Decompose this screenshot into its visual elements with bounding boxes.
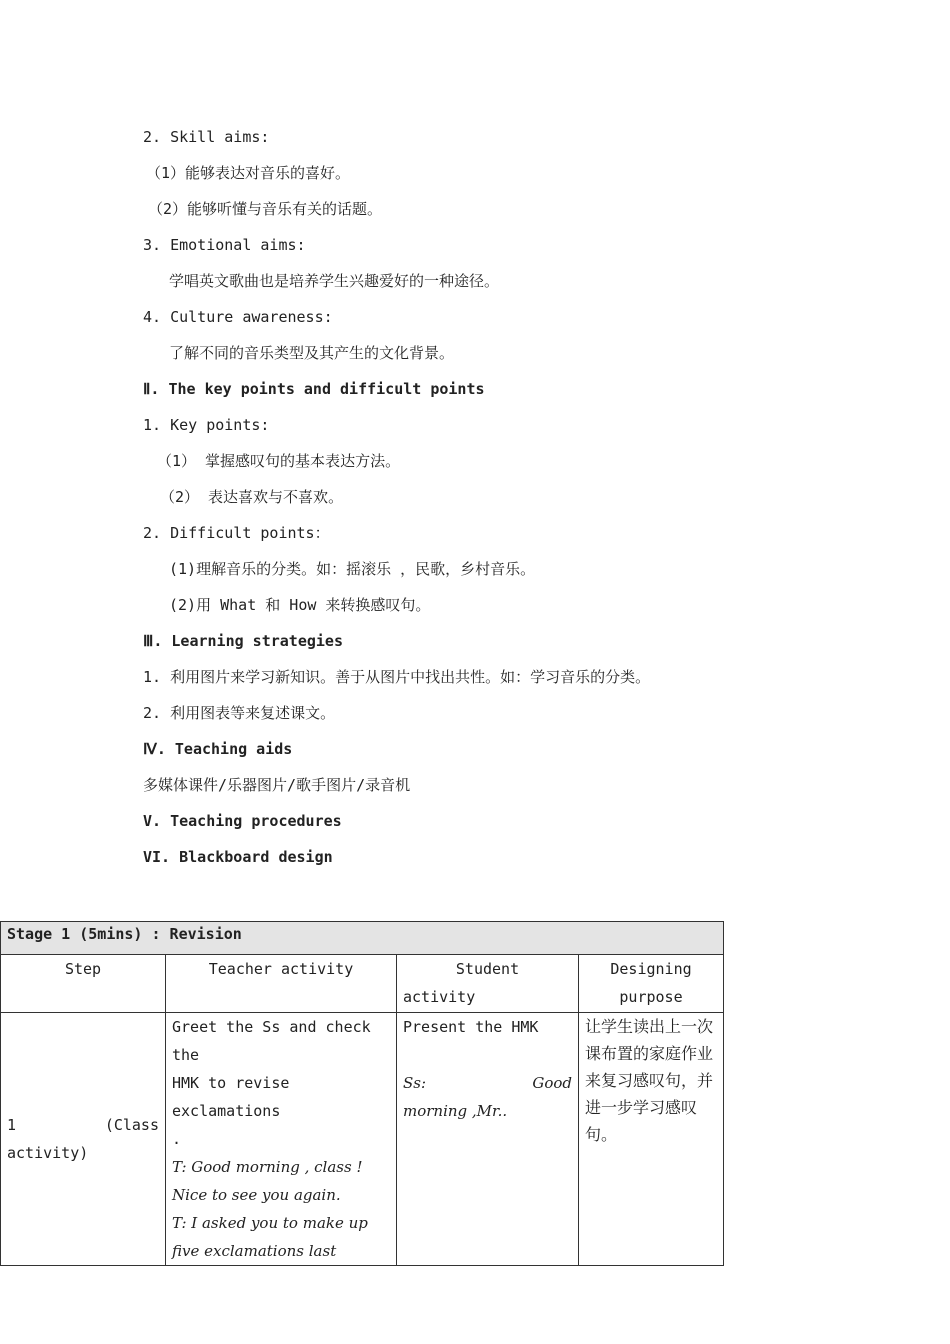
purpose-line: 来复习感叹句，并 — [585, 1071, 714, 1090]
purpose-line: 课布置的家庭作业 — [585, 1044, 714, 1063]
teacher-line: Greet the Ss and check the — [172, 1018, 371, 1064]
step-type-start: (Class — [104, 1116, 159, 1134]
purpose-line: 让学生读出上一次 — [585, 1017, 714, 1036]
teacher-activity-cell — [166, 1013, 397, 1266]
header-purpose-line1: Designing — [610, 960, 692, 978]
strategy-2: 2. 利用图表等来复述课文。 — [143, 704, 336, 722]
strategy-1: 1. 利用图片来学习新知识。善于从图片中找出共性。如：学习音乐的分类。 — [143, 668, 651, 686]
header-step — [1, 955, 166, 1013]
student-greeting-start: Good — [532, 1074, 572, 1092]
purpose-line: 句。 — [585, 1125, 618, 1144]
header-student-line1: Student — [455, 960, 520, 978]
key-point-1: （1） 掌握感叹句的基本表达方法。 — [157, 452, 401, 470]
teacher-line: Nice to see you again. — [172, 1186, 341, 1204]
table-header-row — [1, 955, 724, 1013]
culture-awareness-heading: 4. Culture awareness: — [143, 308, 333, 326]
stage-table — [0, 921, 724, 1266]
student-line: Present the HMK — [403, 1018, 539, 1036]
header-purpose-line2: purpose — [619, 988, 683, 1006]
key-point-2: （2） 表达喜欢与不喜欢。 — [160, 488, 344, 506]
header-step-label: Step — [64, 960, 102, 978]
teacher-line: . — [172, 1130, 182, 1148]
header-teacher — [166, 955, 397, 1013]
difficult-points-heading: 2. Difficult points： — [143, 524, 330, 542]
difficult-point-1: (1)理解音乐的分类。如：摇滚乐 ，民歌，乡村音乐。 — [169, 560, 536, 578]
designing-purpose-cell — [579, 1013, 724, 1266]
header-student-line2: activity — [403, 988, 476, 1006]
skill-aims-heading: 2. Skill aims: — [143, 128, 270, 146]
teacher-line: T: Good morning , class ! — [172, 1158, 363, 1176]
student-line — [403, 1069, 572, 1097]
emotional-aims-text: 学唱英文歌曲也是培养学生兴趣爱好的一种途径。 — [169, 272, 500, 290]
teacher-line: T: I asked you to make up — [172, 1214, 368, 1232]
section-2-heading: Ⅱ. The key points and difficult points — [143, 380, 485, 398]
table-row — [1, 1013, 724, 1266]
step-number: 1 — [7, 1116, 17, 1134]
teacher-line: five exclamations last — [172, 1242, 337, 1260]
skill-aim-1: （1）能够表达对音乐的喜好。 — [146, 164, 351, 182]
step-cell — [1, 1013, 166, 1266]
section-6-heading: VI. Blackboard design — [143, 848, 333, 866]
teaching-aids-text: 多媒体课件/乐器图片/歌手图片/录音机 — [143, 776, 411, 794]
key-points-heading: 1. Key points: — [143, 416, 270, 434]
teacher-line: HMK to revise exclamations — [172, 1074, 290, 1120]
step-line-1 — [7, 1111, 159, 1139]
section-5-heading: V. Teaching procedures — [143, 812, 342, 830]
student-line: morning ,Mr.. — [403, 1102, 508, 1120]
emotional-aims-heading: 3. Emotional aims: — [143, 236, 306, 254]
header-purpose — [579, 955, 724, 1013]
purpose-line: 进一步学习感叹 — [585, 1098, 698, 1117]
header-student — [397, 955, 579, 1013]
student-activity-cell — [397, 1013, 579, 1266]
student-speaker: Ss: — [403, 1074, 427, 1092]
culture-awareness-text: 了解不同的音乐类型及其产生的文化背景。 — [169, 344, 455, 362]
section-3-heading: Ⅲ. Learning strategies — [143, 632, 343, 650]
header-teacher-label: Teacher activity — [208, 960, 354, 978]
step-type-end: activity) — [7, 1144, 89, 1162]
stage-title: Stage 1 (5mins) : Revision — [7, 925, 242, 943]
difficult-point-2: (2)用 What 和 How 来转换感叹句。 — [169, 596, 431, 614]
skill-aim-2: （2）能够听懂与音乐有关的话题。 — [148, 200, 383, 218]
stage-title-cell — [1, 922, 724, 955]
section-4-heading: Ⅳ. Teaching aids — [143, 740, 293, 758]
